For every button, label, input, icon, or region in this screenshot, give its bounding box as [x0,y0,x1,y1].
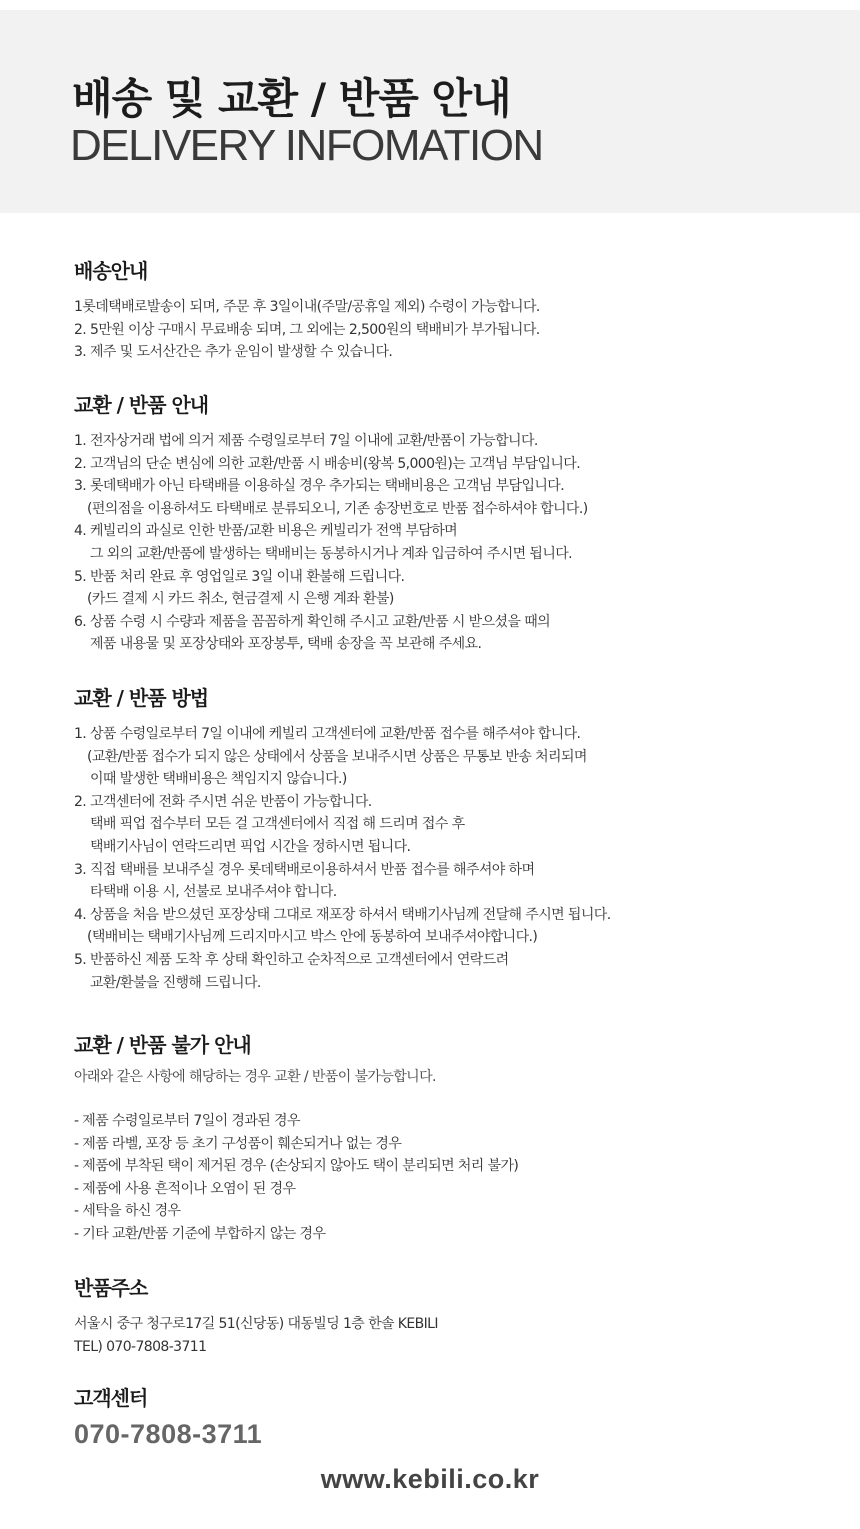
phone-number[interactable]: 070-7808-3711 [74,1419,263,1449]
text-line: 이때 발생한 택배비용은 책임지지 않습니다.) [90,771,347,788]
text-line: 4. 상품을 처음 받으셨던 포장상태 그대로 재포장 하셔서 택배기사님께 전달해 주시면 됩니다. [74,906,611,923]
text-line: 택배 픽업 접수부터 모든 걸 고객센터에서 직접 해 드리며 접수 후 [90,816,465,833]
section-title: 교환 / 반품 불가 안내 [74,1033,251,1057]
text-line: 택배기사님이 연락드리면 픽업 시간을 정하시면 됩니다. [90,838,411,855]
text-line: 2. 고객님의 단순 변심에 의한 교환/반품 시 배송비(왕복 5,000원)는 고객님 부담입니다. [74,455,581,472]
text-line: 4. 케빌리의 과실로 인한 반품/교환 비용은 케빌리가 전액 부담하며 [74,523,458,540]
return-address-section [74,1272,794,1358]
header-banner [0,10,860,213]
text-line: 1. 상품 수령일로부터 7일 이내에 케빌리 고객센터에 교환/반품 접수를 해주셔야 합니다. [74,726,581,742]
list-item: - 제품에 부착된 택이 제거된 경우 (손상되지 않아도 택이 분리되면 처리 불가) [74,1158,519,1175]
intro-text: 아래와 같은 사항에 해당하는 경우 교환 / 반품이 불가능합니다. [74,1069,436,1085]
section-title: 배송안내 [74,259,148,283]
delivery-section [74,255,794,364]
text-line: 3. 제주 및 도서산간은 추가 운임이 발생할 수 있습니다. [74,344,393,361]
exchange-unavailable-section [74,1029,794,1246]
text-line: 타택배 이용 시, 선불로 보내주셔야 합니다. [90,884,337,901]
text-line: 2. 5만원 이상 구매시 무료배송 되며, 그 외에는 2,500원의 택배비가 부가됩니다. [74,321,540,338]
customer-center-section [74,1382,794,1450]
text-line: 3. 직접 택배를 보내주실 경우 롯데택배로이용하셔서 반품 접수를 해주셔야 하며 [74,861,535,878]
section-title: 반품주소 [74,1276,148,1300]
text-line: 교환/환불을 진행해 드립니다. [90,974,261,991]
text-line: 2. 고객센터에 전화 주시면 쉬운 반품이 가능합니다. [74,793,372,810]
text-line: 5. 반품 처리 완료 후 영업일로 3일 이내 환불해 드립니다. [74,568,405,585]
section-title: 교환 / 반품 안내 [74,393,209,417]
text-line: 5. 반품하신 제품 도착 후 상태 확인하고 순차적으로 고객센터에서 연락드려 [74,951,509,968]
page-title: 배송 및 교환 / 반품 안내 [72,74,511,123]
page-subtitle: DELIVERY INFOMATION [70,121,543,170]
website-link[interactable]: www.kebili.co.kr [320,1464,540,1494]
list-item: - 제품 수령일로부터 7일이 경과된 경우 [74,1113,300,1129]
text-line: 1. 전자상거래 법에 의거 제품 수령일로부터 7일 이내에 교환/반품이 가능합니다. [74,433,538,449]
text-line: (택배비는 택배기사님께 드리지마시고 박스 안에 동봉하여 보내주셔야합니다.) [87,929,538,946]
text-line: 그 외의 교환/반품에 발생하는 택배비는 동봉하시거나 계좌 입금하여 주시면 됩니다. [90,545,573,562]
list-item: - 제품 라벨, 포장 등 초기 구성품이 훼손되거나 없는 경우 [74,1135,402,1152]
address-text: 서울시 중구 청구로17길 51(신당동) 대동빌딩 1층 한솔 KEBILI [74,1316,438,1332]
text-line: (카드 결제 시 카드 취소, 현금결제 시 은행 계좌 환불) [87,591,394,608]
list-item: - 기타 교환/반품 기준에 부합하지 않는 경우 [74,1225,326,1242]
list-item: - 세탁을 하신 경우 [74,1203,181,1220]
section-title: 고객센터 [74,1386,148,1410]
list-item: - 제품에 사용 흔적이나 오염이 된 경우 [74,1180,296,1197]
exchange-info-section [74,389,794,656]
text-line: 3. 롯데택배가 아닌 타택배를 이용하실 경우 추가되는 택배비용은 고객님 부담입니다. [74,478,565,495]
text-line: (편의점을 이용하셔도 타택배로 분류되오니, 기존 송장번호로 반품 접수하셔야 합니다.) [87,500,588,517]
exchange-method-section [74,682,794,994]
text-line: (교환/반품 접수가 되지 않은 상태에서 상품을 보내주시면 상품은 무통보 반송 처리되며 [87,748,587,765]
text-line: 1롯데택배로발송이 되며, 주문 후 3일이내(주말/공휴일 제외) 수령이 가능합니다. [74,299,540,315]
tel-text: TEL) 070-7808-3711 [74,1338,207,1355]
text-line: 6. 상품 수령 시 수량과 제품을 꼼꼼하게 확인해 주시고 교환/반품 시 받으셨을 때의 [74,613,551,630]
text-line: 제품 내용물 및 포장상태와 포장봉투, 택배 송장을 꼭 보관해 주세요. [90,636,482,653]
section-title: 교환 / 반품 방법 [74,686,209,710]
